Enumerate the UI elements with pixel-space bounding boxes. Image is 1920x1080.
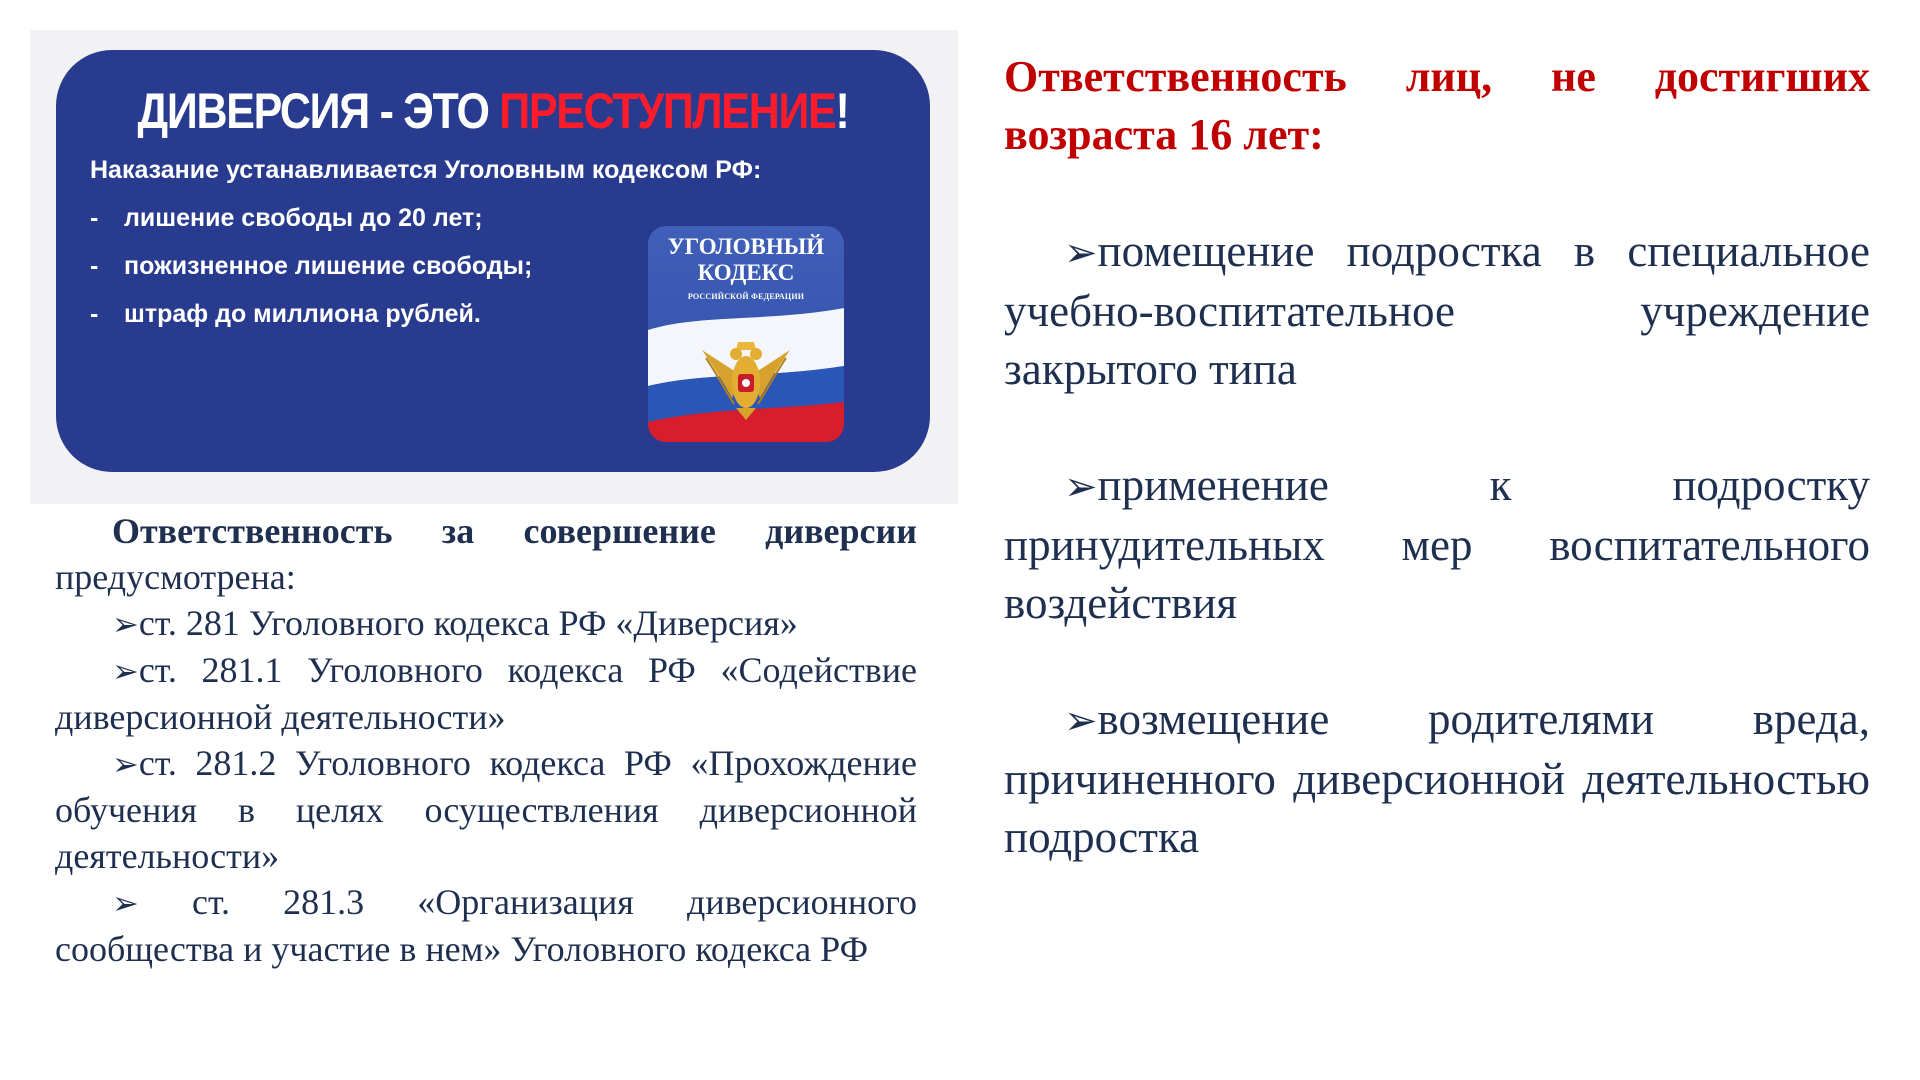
dash-marker: - [90, 204, 99, 232]
article-item [55, 600, 917, 647]
arrow-bullet-icon: ➢ [1064, 230, 1098, 276]
minors-item-text: возмещение родителями вреда, причиненного диверсионной деятельностью подростка [1004, 694, 1870, 862]
intro-paragraph [55, 508, 917, 600]
minors-title: Ответственность лиц, не достигших возраста 16 лет: [1004, 52, 1870, 159]
article-text: ст. 281.2 Уголовного кодекса РФ «Прохождение обучения в целях осуществления диверсионной деятельности» [55, 743, 917, 876]
banner-title-white: ДИВЕРСИЯ - ЭТО [137, 83, 500, 139]
minors-item-text: применение к подростку принудительных мер воспитательного воздействия [1004, 460, 1870, 628]
banner-title-end: ! [835, 83, 849, 139]
arrow-bullet-icon: ➢ [112, 652, 139, 690]
banner-image [30, 30, 958, 504]
minors-item [1004, 456, 1870, 632]
book-title-line2: КОДЕКС [697, 260, 795, 285]
responsibility-text [55, 508, 917, 972]
criminal-code-book-icon [648, 226, 844, 442]
intro-bold: Ответственность за совершение диверсии [112, 511, 917, 551]
arrow-bullet-icon: ➢ [1064, 698, 1098, 744]
arrow-bullet-icon: ➢ [112, 884, 139, 922]
dash-marker: - [90, 300, 99, 328]
penalty-item [90, 298, 532, 346]
penalty-text: лишение свободы до 20 лет; [124, 204, 483, 232]
article-item [55, 740, 917, 879]
penalty-item [90, 202, 532, 250]
dash-marker: - [90, 252, 99, 280]
article-text: ст. 281.3 «Организация диверсионного сообщества и участие в нем» Уголовного кодекса РФ [55, 882, 917, 969]
penalty-list [90, 202, 532, 346]
penalty-text: пожизненное лишение свободы; [124, 252, 533, 280]
banner-title-red: ПРЕСТУПЛЕНИЕ [499, 83, 836, 139]
banner-subtitle: Наказание устанавливается Уголовным кодексом РФ: [90, 156, 762, 184]
article-text: ст. 281 Уголовного кодекса РФ «Диверсия» [138, 603, 798, 643]
book-subtitle: РОССИЙСКОЙ ФЕДЕРАЦИИ [687, 292, 805, 301]
intro-rest: предусмотрена: [55, 557, 296, 597]
article-item [55, 879, 917, 972]
article-item [55, 647, 917, 740]
article-text: ст. 281.1 Уголовного кодекса РФ «Содействие диверсионной деятельности» [55, 650, 917, 737]
minors-item-text: помещение подростка в специальное учебно-воспитательное учреждение закрытого типа [1004, 226, 1870, 394]
minors-item [1004, 222, 1870, 398]
arrow-bullet-icon: ➢ [1064, 464, 1098, 510]
minors-responsibility [1004, 48, 1870, 866]
banner-title [117, 82, 869, 140]
minors-item [1004, 690, 1870, 866]
penalty-text: штраф до миллиона рублей. [124, 300, 481, 328]
book-title-line1: УГОЛОВНЫЙ [667, 234, 825, 259]
arrow-bullet-icon: ➢ [112, 745, 139, 783]
banner [56, 50, 930, 472]
penalty-item [90, 250, 532, 298]
arrow-bullet-icon: ➢ [112, 605, 139, 643]
book-title [648, 234, 844, 286]
